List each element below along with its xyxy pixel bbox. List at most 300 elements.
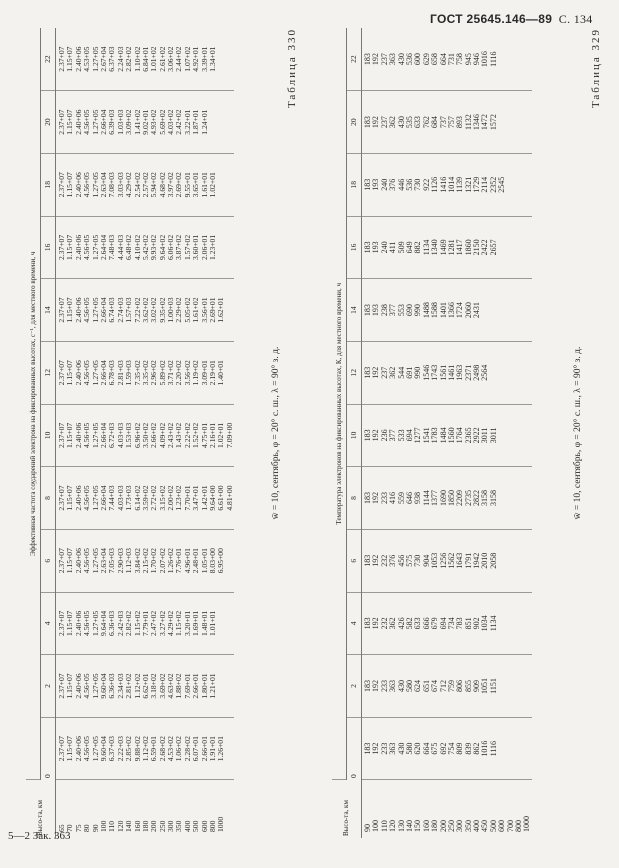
cell-value: 1.23+02	[174, 485, 184, 511]
height-value: 250	[446, 820, 456, 832]
cell-value: 1.12+03	[124, 548, 134, 574]
cell-value: 1.03+03	[115, 109, 125, 135]
hour-header: 0	[347, 717, 362, 780]
height-value: 90	[363, 824, 372, 832]
cell-value: 4.44+03	[115, 234, 125, 261]
cell-value: 2.16+01	[208, 422, 218, 448]
hour-header: 16	[347, 216, 362, 279]
cell-value: 1783	[430, 427, 440, 444]
cell-value: 2.66+01	[191, 673, 201, 699]
cell-value: 533	[396, 429, 406, 442]
cell-value: 238	[379, 304, 389, 317]
cell-value: 1132	[463, 114, 473, 130]
hour-header: 16	[41, 216, 56, 279]
value-column	[362, 279, 532, 342]
table-329	[322, 28, 614, 838]
cell-value: 2.24+03	[115, 46, 125, 72]
cell-value: 7.05+03	[107, 548, 117, 574]
cell-value: 4.93+02	[149, 109, 159, 135]
cell-value: 1.24+01	[199, 109, 209, 135]
cell-value: 1.15+07	[65, 109, 75, 135]
cell-value: 629	[421, 53, 431, 66]
height-value: 350	[463, 820, 473, 832]
cell-value: 4.56+05	[82, 109, 92, 135]
cell-value: 3011	[488, 427, 498, 444]
cell-value: 3.09+01	[199, 360, 209, 386]
table-title: w̄ = 10, сентябрь, φ = 20° с. ш., λ = 90° з. д.	[573, 346, 583, 520]
cell-value: 1.27+05	[90, 109, 100, 135]
cell-value: 691	[404, 366, 414, 379]
cell-value: 2.63+04	[98, 172, 108, 198]
cell-value: 1277	[413, 427, 423, 444]
cell-value: 7.79+01	[140, 610, 150, 636]
cell-value: 1.53+03	[124, 422, 134, 448]
cell-value: 6.84+01	[140, 46, 150, 72]
height-value: 800	[514, 820, 524, 832]
value-column	[362, 404, 532, 467]
cell-value: 4.75+01	[199, 422, 209, 448]
cell-value: 1488	[421, 302, 431, 319]
cell-value: 2.66+01	[199, 736, 209, 762]
cell-value: 237	[379, 366, 389, 379]
height-value: 130	[396, 820, 406, 832]
cell-value: 1.15+07	[65, 46, 75, 72]
height-value: 90	[90, 824, 100, 832]
cell-value: 580	[404, 680, 414, 693]
value-column	[56, 404, 235, 467]
cell-value: 1366	[446, 302, 456, 319]
cell-value: 233	[379, 742, 389, 755]
cell-value: 9.64+02	[157, 234, 167, 261]
cell-value: 945	[463, 53, 473, 66]
value-column	[56, 467, 235, 530]
cell-value: 2.06+01	[199, 234, 209, 261]
cell-value: 536	[404, 53, 414, 66]
cell-value: 580	[404, 742, 414, 755]
value-column	[56, 216, 235, 279]
cell-value: 362	[388, 617, 398, 630]
cell-value: 4.10+02	[132, 234, 142, 261]
cell-value: 426	[396, 617, 406, 630]
cell-value: 1.27+05	[90, 297, 100, 323]
cell-value: 909	[472, 680, 482, 693]
cell-value: 1134	[488, 615, 498, 632]
cell-value: 7.48+03	[107, 234, 117, 261]
cell-value: 6.14+02	[132, 485, 142, 511]
cell-value: 1.61+01	[199, 172, 209, 198]
cell-value: 2.66+04	[98, 422, 108, 448]
cell-value: 1484	[438, 427, 448, 444]
height-value: 1000	[216, 816, 226, 832]
cell-value: 4.56+05	[82, 422, 92, 448]
height-value: 350	[174, 820, 184, 832]
hour-header: 18	[41, 153, 56, 216]
cell-value: 1643	[455, 552, 465, 569]
cell-value: 2.22+03	[115, 736, 125, 762]
cell-value: 7.22+02	[132, 297, 142, 323]
cell-value: 2.81+03	[115, 360, 125, 386]
cell-value: 4.53+02	[166, 736, 176, 762]
cell-value: 1346	[472, 114, 482, 131]
cell-value: 2.82+02	[124, 610, 134, 636]
cell-value: 2.82+02	[124, 46, 134, 72]
cell-value: 192	[371, 366, 381, 379]
cell-value: 1588	[430, 302, 440, 319]
cell-value: 6.59+01	[149, 736, 159, 762]
cell-value: 1.27+05	[90, 422, 100, 448]
cell-value: 1321	[463, 176, 473, 193]
cell-value: 6.37+03	[107, 736, 117, 762]
cell-value: 624	[413, 680, 423, 693]
cell-value: 1126	[430, 176, 440, 193]
cell-value: 4.56+05	[82, 736, 92, 762]
cell-value: 183	[363, 617, 372, 630]
cell-value: 1791	[463, 552, 473, 569]
cell-value: 1743	[430, 364, 440, 381]
cell-value: 1.80+01	[199, 673, 209, 699]
cell-value: 233	[379, 492, 389, 505]
cell-value: 3.47+01	[191, 485, 201, 511]
cell-value: 684	[430, 116, 440, 129]
cell-value: 2.37+07	[57, 485, 66, 511]
cell-value: 3.27+02	[157, 610, 167, 636]
cell-value: 1416	[438, 176, 448, 193]
hour-header: 14	[347, 279, 362, 342]
cell-value: 882	[413, 241, 423, 254]
cell-value: 183	[363, 304, 372, 317]
cell-value: 2.37+07	[57, 172, 66, 198]
cell-value: 806	[455, 680, 465, 693]
cell-value: 2010	[480, 552, 490, 569]
cell-value: 6.39+03	[107, 109, 117, 135]
cell-value: 3.59+02	[140, 485, 150, 511]
cell-value: 559	[396, 492, 406, 505]
cell-value: 902	[472, 617, 482, 630]
cell-value: 192	[371, 429, 381, 442]
cell-value: 2.69+01	[208, 297, 218, 323]
cell-value: 1.43+02	[174, 422, 184, 448]
cell-value: 1.27+05	[90, 610, 100, 636]
cell-value: 2.54+02	[132, 172, 142, 198]
cell-value: 4.03+03	[115, 485, 125, 511]
height-value: 160	[132, 820, 142, 832]
cell-value: 3.39+01	[199, 46, 209, 72]
table-number: Таблица 330	[286, 28, 298, 109]
cell-value: 1.27+05	[90, 548, 100, 574]
cell-value: 664	[438, 53, 448, 66]
cell-value: 232	[379, 554, 389, 567]
cell-value: 192	[371, 53, 381, 66]
cell-value: 2.61+02	[157, 46, 167, 72]
cell-value: 362	[388, 116, 398, 129]
value-column	[362, 91, 532, 154]
cell-value: 2.43+02	[166, 422, 176, 448]
cell-value: 2352	[488, 176, 498, 193]
cell-value: 839	[463, 742, 473, 755]
cell-value: 1016	[480, 740, 490, 757]
cell-value: 757	[446, 116, 456, 129]
cell-value: 2.37+07	[57, 234, 66, 261]
hour-header: 6	[41, 529, 56, 592]
cell-value: 2.40+06	[73, 360, 83, 386]
height-value: 75	[73, 824, 83, 832]
cell-value: 1.15+07	[65, 422, 75, 448]
cell-value: 754	[446, 742, 456, 755]
cell-value: 730	[413, 554, 423, 567]
cell-value: 192	[371, 742, 381, 755]
cell-value: 1.41+02	[132, 109, 142, 135]
cell-value: 9.64+00	[208, 485, 218, 511]
cell-value: 2365	[463, 427, 473, 444]
cell-value: 362	[388, 366, 398, 379]
cell-value: 2422	[480, 239, 490, 256]
cell-value: 1.06+02	[174, 736, 184, 762]
cell-value: 1.70+02	[149, 548, 159, 574]
cell-value: 416	[388, 492, 398, 505]
cell-value: 3.35+02	[140, 360, 150, 386]
cell-value: 938	[413, 492, 423, 505]
value-column	[362, 28, 532, 91]
hour-header: 2	[347, 655, 362, 718]
cell-value: 2.68+02	[157, 736, 167, 762]
cell-value: 2.66+04	[98, 109, 108, 135]
cell-value: 1.88+02	[174, 673, 184, 699]
cell-value: 183	[363, 680, 372, 693]
cell-value: 2.66+02	[149, 422, 159, 448]
cell-value: 9.60+04	[98, 736, 108, 762]
cell-value: 2.42+03	[115, 610, 125, 636]
cell-value: 1562	[446, 552, 456, 569]
cell-value: 2.00+02	[166, 485, 176, 511]
cell-value: 1724	[455, 302, 465, 319]
hour-header: 12	[347, 341, 362, 404]
cell-value: 236	[379, 429, 389, 442]
height-value: 400	[182, 820, 192, 832]
cell-value: 363	[388, 680, 398, 693]
cell-value: 1561	[438, 364, 448, 381]
cell-value: 904	[421, 554, 431, 567]
value-column	[56, 28, 235, 91]
cell-value: 3.02+02	[149, 297, 159, 323]
cell-value: 2.37+07	[57, 673, 66, 699]
cell-value: 8.03+00	[208, 548, 218, 574]
cell-value: 3011	[480, 427, 490, 444]
table-330	[6, 28, 306, 838]
cell-value: 4.96+01	[182, 548, 192, 574]
value-column	[56, 279, 235, 342]
value-column	[362, 655, 532, 718]
cell-value: 1.12+02	[132, 673, 142, 699]
cell-value: 2.64+04	[98, 234, 108, 261]
cell-value: 1.48+01	[199, 610, 209, 636]
cell-value: 2.40+06	[73, 172, 83, 198]
cell-value: 446	[396, 178, 406, 191]
cell-value: 430	[396, 742, 406, 755]
hour-header: 20	[41, 91, 56, 154]
cell-value: 4.56+05	[82, 610, 92, 636]
hour-header: 14	[41, 279, 56, 342]
cell-value: 6.95+00	[216, 548, 226, 574]
cell-value: 2.90+03	[115, 548, 125, 574]
height-value: 100	[371, 820, 381, 832]
cell-value: 183	[363, 554, 372, 567]
cell-value: 2.29+02	[174, 297, 184, 323]
cell-value: 2.34+03	[115, 673, 125, 699]
cell-value: 7.09+00	[224, 422, 234, 448]
cell-value: 4.56+05	[82, 485, 92, 511]
cell-value: 1.02+01	[216, 422, 226, 448]
cell-value: 6.61+00	[216, 485, 226, 511]
cell-value: 2150	[472, 239, 482, 256]
cell-value: 2657	[488, 239, 498, 256]
cell-value: 1417	[455, 239, 465, 256]
cell-value: 376	[388, 178, 398, 191]
cell-value: 2.37+07	[57, 610, 66, 636]
value-column	[56, 341, 235, 404]
cell-value: 2.40+06	[73, 234, 83, 261]
cell-value: 192	[371, 680, 381, 693]
cell-value: 2822	[472, 490, 482, 507]
cell-value: 3.56+01	[199, 297, 209, 323]
height-value: 180	[430, 820, 440, 832]
value-column	[362, 529, 532, 592]
cell-value: 633	[413, 116, 423, 129]
cell-value: 2.40+06	[73, 46, 83, 72]
cell-value: 9.55+01	[182, 172, 192, 198]
cell-value: 1.19+02	[191, 360, 201, 386]
cell-value: 240	[379, 178, 389, 191]
hour-header: 4	[41, 592, 56, 655]
cell-value: 509	[396, 241, 406, 254]
cell-value: 6.07+01	[191, 736, 201, 762]
cell-value: 2.40+06	[73, 485, 83, 511]
cell-value: 1.27+05	[90, 234, 100, 261]
cell-value: 2.66+04	[98, 360, 108, 386]
cell-value: 237	[379, 53, 389, 66]
value-column	[362, 467, 532, 530]
cell-value: 1.27+05	[90, 172, 100, 198]
cell-value: 2.96+02	[149, 360, 159, 386]
cell-value: 1.15+07	[65, 360, 75, 386]
cell-value: 1256	[438, 552, 448, 569]
height-value: 140	[124, 820, 134, 832]
height-value: 140	[404, 820, 414, 832]
cell-value: 674	[430, 680, 440, 693]
cell-value: 855	[463, 680, 473, 693]
cell-value: 4.56+05	[82, 360, 92, 386]
height-header: Высо-та, км	[332, 780, 362, 838]
cell-value: 2.42+02	[174, 109, 184, 135]
cell-value: 1377	[430, 490, 440, 507]
cell-value: 2.69+02	[174, 172, 184, 198]
cell-value: 1.61+02	[191, 297, 201, 323]
height-value: 600	[199, 820, 209, 832]
cell-value: 2.37+07	[57, 422, 66, 448]
cell-value: 1963	[455, 364, 465, 381]
cell-value: 193	[371, 178, 381, 191]
cell-value: 2.40+06	[73, 422, 83, 448]
cell-value: 4.09+02	[157, 422, 167, 448]
cell-value: 2.07+02	[157, 548, 167, 574]
cell-value: 6.06+02	[166, 234, 176, 261]
cell-value: 1.27+05	[90, 736, 100, 762]
cell-value: 2.74+03	[115, 297, 125, 323]
cell-value: 1.15+07	[65, 172, 75, 198]
cell-value: 1.15+07	[65, 610, 75, 636]
height-value: 110	[107, 820, 117, 832]
cell-value: 1572	[488, 114, 498, 131]
cell-value: 2.47+02	[149, 610, 159, 636]
height-value: 300	[455, 820, 465, 832]
cell-value: 1.91+01	[208, 736, 218, 762]
cell-value: 1281	[446, 239, 456, 256]
cell-value: 456	[396, 554, 406, 567]
cell-value: 2545	[497, 176, 507, 193]
cell-value: 3.69+02	[157, 673, 167, 699]
cell-value: 922	[421, 178, 431, 191]
cell-value: 1.73+03	[124, 485, 134, 511]
cell-value: 1.27+05	[90, 46, 100, 72]
cell-value: 232	[379, 617, 389, 630]
cell-value: 2.40+06	[73, 548, 83, 574]
cell-value: 2.37+07	[57, 46, 66, 72]
cell-value: 690	[404, 304, 414, 317]
cell-value: 1.15+07	[65, 485, 75, 511]
hour-header: 10	[347, 404, 362, 467]
cell-value: 633	[413, 617, 423, 630]
cell-value: 363	[388, 742, 398, 755]
cell-value: 2114	[480, 176, 490, 193]
cell-value: 851	[463, 617, 473, 630]
cell-value: 2.37+07	[57, 360, 66, 386]
cell-value: 240	[379, 241, 389, 254]
cell-value: 6.36+03	[107, 610, 117, 636]
cell-value: 1.15+07	[65, 673, 75, 699]
cell-value: 1144	[421, 490, 431, 506]
cell-value: 646	[404, 492, 414, 505]
cell-value: 1.02+01	[208, 172, 218, 198]
cell-value: 1.69+01	[191, 610, 201, 636]
cell-value: 2.63+04	[98, 548, 108, 574]
height-value: 80	[82, 824, 92, 832]
cell-value: 1.62+01	[216, 297, 226, 323]
cell-value: 694	[438, 617, 448, 630]
cell-value: 2.40+06	[73, 610, 83, 636]
cell-value: 233	[379, 680, 389, 693]
cell-value: 4.03+03	[115, 422, 125, 448]
cell-value: 3.22+01	[182, 109, 192, 135]
value-column	[362, 153, 532, 216]
cell-value: 2209	[455, 490, 465, 507]
cell-value: 183	[363, 53, 372, 66]
height-value: 120	[388, 820, 398, 832]
cell-value: 1134	[421, 239, 431, 256]
cell-value: 2498	[472, 364, 482, 381]
cell-value: 183	[363, 178, 372, 191]
cell-value: 2.22+02	[182, 422, 192, 448]
cell-value: 1.10+02	[132, 46, 142, 72]
cell-value: 1.87+01	[191, 109, 201, 135]
cell-value: 192	[371, 492, 381, 505]
height-value: 180	[140, 820, 150, 832]
value-column	[56, 655, 235, 718]
cell-value: 377	[388, 429, 398, 442]
cell-value: 730	[413, 178, 423, 191]
cell-value: 2.66+04	[98, 297, 108, 323]
cell-value: 4.92+01	[191, 46, 201, 72]
cell-value: 376	[388, 554, 398, 567]
height-header: Высо-та, км	[26, 780, 56, 838]
